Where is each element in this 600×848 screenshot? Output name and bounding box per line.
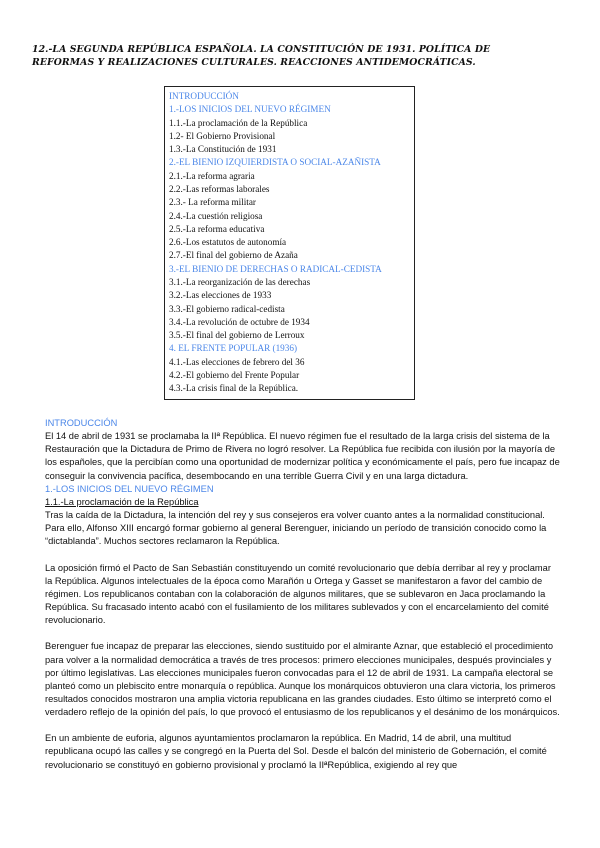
toc-section-heading: INTRODUCCIÓN (169, 91, 239, 101)
section-1-heading: 1.-LOS INICIOS DEL NUEVO RÉGIMEN (45, 483, 214, 494)
toc-section-heading: 2.-EL BIENIO IZQUIERDISTA O SOCIAL-AZAÑISTA (169, 157, 381, 168)
table-of-contents (164, 86, 415, 400)
toc-entry: 2.6.-Los estatutos de autonomía (169, 237, 287, 248)
toc-entry: 4.3.-La crisis final de la República. (169, 383, 299, 394)
paragraph-gap (45, 549, 560, 562)
toc-entry: 2.7.-El final del gobierno de Azaña (169, 250, 298, 261)
toc-entry: 4.1.-Las elecciones de febrero del 36 (169, 356, 305, 367)
intro-paragraph: El 14 de abril de 1931 se proclamaba la IIª República. El nuevo régimen fue el resultado de la larga crisis del sistema de la Restauración que la Dictadura de Primo de Rivera no logró resolver. La República fue recibida con ilusión por la mayoría de los españoles, que la percibían como una oportunidad de modernizar política y económicamente el país, pero fue incapaz de conseguir la convivencia pacífica, desembocando en una terrible Guerra Civil y en una larga dictadura. (45, 431, 560, 481)
toc-entry: 3.3.-El gobierno radical-cedista (169, 303, 285, 314)
subsection-1-1-heading: 1.1.-La proclamación de la República (45, 496, 199, 507)
toc-entry: 4.2.-El gobierno del Frente Popular (169, 369, 300, 380)
toc-section-heading: 3.-EL BIENIO DE DERECHAS O RADICAL-CEDISTA (169, 263, 382, 274)
paragraph: En un ambiente de euforia, algunos ayuntamientos proclamaron la república. En Madrid, 14 de abril, una multitud republicana ocupó las calles y se congregó en la Puerta del Sol. Desde el balcón del ministerio de Gobernación, el comité revolucionario se constituyó en gobierno provisional y proclamó la IIªRepública, exigiendo al rey que (45, 733, 547, 770)
toc-entry: 1.1.-La proclamación de la República (169, 117, 308, 128)
toc-entry: 2.4.-La cuestión religiosa (169, 210, 263, 221)
toc-entry: 2.3.- La reforma militar (169, 197, 256, 208)
toc-section-heading: 4. EL FRENTE POPULAR (1936) (169, 343, 298, 354)
toc-entry: 3.2.-Las elecciones de 1933 (169, 290, 272, 301)
paragraph-gap (45, 719, 560, 732)
toc-entry: 2.2.-Las reformas laborales (169, 183, 270, 194)
paragraph: Berenguer fue incapaz de preparar las elecciones, siendo sustituido por el almirante Aznar, que estableció el procedimiento para volver a la normalidad democrática a través de tres procesos: primero elecciones municipales, después provinciales y por último legislativas. Las elecciones municipales fueron convocadas para el 12 de abril de 1931. La campaña electoral se planteó como un plebiscito entre monarquía o república. Aunque los monárquicos obtuvieron una clara victoria, los primeros resultados conocidos mostraron una amplia victoria republicana en las grandes ciudades. Esto último se interpretó como el verdadero reflejo de la opinión del país, lo que provocó el entusiasmo de los republicanos y el desánimo de los monárquicos. (45, 641, 560, 718)
paragraph-gap (45, 627, 560, 640)
toc-section-heading: 1.-LOS INICIOS DEL NUEVO RÉGIMEN (169, 104, 331, 115)
toc-entry: 3.1.-La reorganización de las derechas (169, 276, 311, 287)
toc-entry: 1.3.-La Constitución de 1931 (169, 144, 277, 155)
toc-entry: 2.5.-La reforma educativa (169, 223, 265, 234)
document-title: 12.-LA SEGUNDA REPÚBLICA ESPAÑOLA. LA CONSTITUCIÓN DE 1931. POLÍTICA DE REFORMAS Y REALIZACIONES CULTURALES. REACCIONES ANTIDEMOCRÁTICAS. (32, 44, 491, 68)
toc-entry: 2.1.-La reforma agraria (169, 170, 255, 181)
document-body (45, 417, 560, 772)
intro-heading: INTRODUCCIÓN (45, 418, 118, 428)
toc-entry: 3.4.-La revolución de octubre de 1934 (169, 316, 310, 327)
paragraph: La oposición firmó el Pacto de San Sebastián constituyendo un comité revolucionario que debía derribar al rey y proclamar la República. Algunos intelectuales de la época como Marañón u Ortega y Gasset se manifestaron a favor del cambio de régimen. Los republicanos contaban con la colaboración de algunos militares, que se sublevaron en Jaca proclamando la República. Su fracasado intento acabó con el fusilamiento de los militares sublevados y con el encarcelamiento del comité revolucionario. (45, 562, 551, 626)
toc-entry: 3.5.-El final del gobierno de Lerroux (169, 330, 305, 341)
paragraph: Tras la caída de la Dictadura, la intención del rey y sus consejeros era volver cuanto antes a la normalidad constitucional. Para ello, Alfonso XIII encargó formar gobierno al general Berenguer, iniciando un período de transición conocido como la “dictablanda”. Muchos sectores reclamaron la República. (45, 510, 547, 547)
toc-entry: 1.2- El Gobierno Provisional (169, 130, 276, 141)
